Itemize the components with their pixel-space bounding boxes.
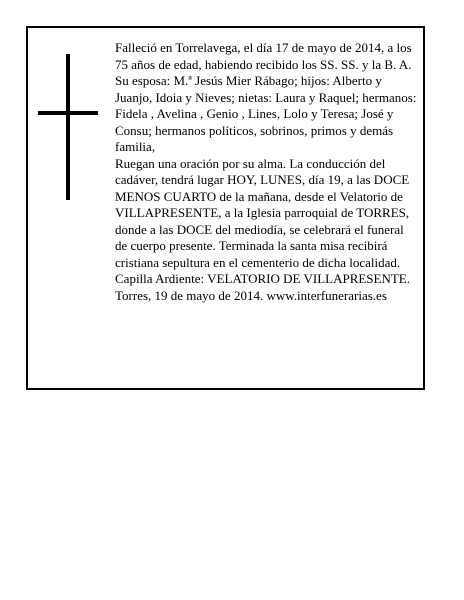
family-list-paragraph: Su esposa: M.ª Jesús Mier Rábago; hijos: Alberto y Juanjo, Idoia y Nieves; nietas: Laura y Raquel; hermanos: Fidela , Avelina , Genio , Lines, Lolo y Teresa; José y Consu; hermanos políticos, sobrinos, primos y demás familia, [115,73,417,154]
obituary-text [115,40,419,304]
death-announcement-paragraph: Falleció en Torrelavega, el día 17 de mayo de 2014, a los 75 años de edad, habiendo recibido los SS. SS. y la B. A. [115,40,412,72]
funeral-details-paragraph: Ruegan una oración por su alma. La conducción del cadáver, tendrá lugar HOY, LUNES, día 19, a las DOCE MENOS CUARTO de la mañana, desde el Velatorio de VILLAPRESENTE, a la Iglesia parroquial de TORRES, donde a las DOCE del mediodía, se celebrará el funeral de cuerpo presente. Terminada la santa misa recibirá cristiana sepultura en el cementerio de dicha localidad. Capilla Ardiente: VELATORIO DE VILLAPRESENTE. [115,155,411,286]
obituary-notice-frame [26,26,425,390]
place-date-website-line: Torres, 19 de mayo de 2014. www.interfunerarias.es [115,287,387,303]
latin-cross-icon [38,54,98,200]
cross-horizontal-bar [38,111,98,115]
cross-vertical-bar [66,54,70,200]
